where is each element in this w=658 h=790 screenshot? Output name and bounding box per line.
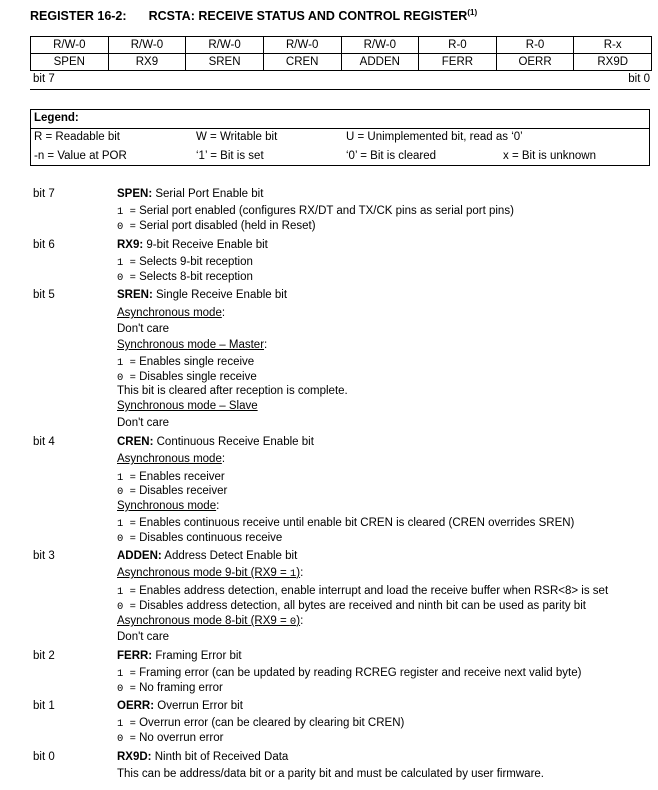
bit5-sync-master: Synchronous mode – Master: [117, 339, 268, 351]
access-row [31, 37, 652, 54]
bit7-heading [117, 187, 263, 201]
bit3-title: Address Detect Enable bit [164, 550, 298, 562]
bit-name-cell: SPEN [31, 54, 109, 71]
value-code: 1 = [117, 518, 136, 530]
bit4-sync-mode: Synchronous mode: [117, 500, 220, 512]
register-title [30, 8, 477, 23]
legend-unimplemented: U = Unimplemented bit, read as ‘0’ [346, 131, 523, 143]
legend-set: ‘1’ = Bit is set [196, 150, 264, 162]
bit5-dont-care: Don't care [117, 323, 170, 335]
legend-box [30, 109, 650, 166]
bit5-dont-care-2: Don't care [117, 417, 170, 429]
bit6-heading [117, 238, 268, 252]
legend-readable: R = Readable bit [34, 131, 120, 143]
bit2-heading [117, 649, 242, 663]
bit6-label: bit 6 [33, 239, 55, 251]
bit4-sync-value-0 [117, 531, 282, 546]
value-code: 1 = [117, 668, 136, 680]
bit5-label: bit 5 [33, 289, 55, 301]
value-text: Enables single receive [139, 356, 255, 368]
value-code: 0 = [117, 683, 136, 695]
bit7-name: SPEN: [117, 188, 153, 200]
value-text: Selects 9-bit reception [139, 256, 253, 268]
bit4-async-value-1 [117, 470, 225, 485]
legend-por: -n = Value at POR [34, 150, 127, 162]
bit1-value-1 [117, 716, 404, 731]
bit3-value-1 [117, 584, 608, 599]
value-code: 1 = [117, 586, 136, 598]
bit4-heading [117, 435, 314, 449]
access-cell: R/W-0 [263, 37, 341, 54]
bit4-label: bit 4 [33, 436, 55, 448]
msb-label: bit 7 [33, 73, 55, 85]
bit-name-cell: CREN [263, 54, 341, 71]
value-text: Enables continuous receive until enable bit CREN is cleared (CREN overrides SREN) [139, 517, 575, 529]
value-code: 1 = [117, 257, 136, 269]
bit-name-cell: ADDEN [341, 54, 419, 71]
access-cell: R/W-0 [31, 37, 109, 54]
access-cell: R-x [574, 37, 652, 54]
bit7-title: Serial Port Enable bit [155, 188, 264, 200]
access-cell: R/W-0 [341, 37, 419, 54]
bit3-value-0 [117, 599, 586, 614]
bit2-value-0 [117, 681, 223, 696]
legend-writable: W = Writable bit [196, 131, 278, 143]
legend-unknown: x = Bit is unknown [503, 150, 597, 162]
value-code: 1 = [117, 718, 136, 730]
legend-divider [31, 128, 649, 129]
bit0-name: RX9D: [117, 751, 152, 763]
access-cell: R/W-0 [108, 37, 186, 54]
value-code: 1 = [117, 472, 136, 484]
bit-name-cell: RX9 [108, 54, 186, 71]
bit5-async-mode: Asynchronous mode: [117, 307, 226, 319]
bit7-value-1 [117, 204, 514, 219]
bit0-heading [117, 750, 288, 764]
bit0-label: bit 0 [33, 751, 55, 763]
bit2-label: bit 2 [33, 650, 55, 662]
bit6-value-1 [117, 255, 253, 270]
bit4-sync-value-1 [117, 516, 574, 531]
bit3-label: bit 3 [33, 550, 55, 562]
bit2-value-1 [117, 666, 581, 681]
bit-range-row [30, 71, 650, 90]
bit3-name: ADDEN: [117, 550, 162, 562]
value-code: 1 = [117, 206, 136, 218]
bit3-dont-care: Don't care [117, 631, 170, 643]
bit5-heading [117, 288, 287, 302]
access-cell: R-0 [419, 37, 497, 54]
bit1-label: bit 1 [33, 700, 55, 712]
bit-name-cell: SREN [186, 54, 264, 71]
value-text: Enables address detection, enable interrupt and load the receive buffer when RSR<8> is set [139, 585, 609, 597]
register-number: REGISTER 16-2: [30, 9, 127, 24]
bit1-name: OERR: [117, 700, 155, 712]
bit6-value-0 [117, 270, 253, 285]
register-name: RCSTA: RECEIVE STATUS AND CONTROL REGISTER [148, 9, 468, 24]
value-code: 1 = [117, 357, 136, 369]
bit-name-cell: FERR [419, 54, 497, 71]
bit-name-row [31, 54, 652, 71]
bit-name-cell: RX9D [574, 54, 652, 71]
bit7-label: bit 7 [33, 188, 55, 200]
value-text: Selects 8-bit reception [139, 271, 253, 283]
bit5-value-0 [117, 370, 257, 385]
value-text: Serial port enabled (configures RX/DT and TX/CK pins as serial port pins) [139, 205, 514, 217]
value-code: 0 = [117, 486, 136, 498]
title-footnote: (1) [467, 8, 478, 17]
legend-heading: Legend: [34, 112, 79, 124]
value-code: 0 = [117, 372, 136, 384]
bit4-title: Continuous Receive Enable bit [156, 436, 314, 448]
bit5-note: This bit is cleared after reception is complete. [117, 385, 348, 397]
bit1-heading [117, 699, 243, 713]
bit0-note: This can be address/data bit or a parity bit and must be calculated by user firmware. [117, 768, 544, 780]
bit4-async-value-0 [117, 484, 227, 499]
bit0-title: Ninth bit of Received Data [154, 751, 289, 763]
value-code: 0 = [117, 733, 136, 745]
bit7-value-0 [117, 219, 316, 234]
bit5-name: SREN: [117, 289, 153, 301]
bit-name-cell: OERR [496, 54, 574, 71]
register-bit-table [30, 36, 652, 71]
access-cell: R-0 [496, 37, 574, 54]
value-text: No framing error [139, 682, 223, 694]
bit2-title: Framing Error bit [155, 650, 242, 662]
legend-cleared: ‘0’ = Bit is cleared [346, 150, 437, 162]
value-code: 0 = [117, 601, 136, 613]
value-code: 0 = [117, 221, 136, 233]
bit4-name: CREN: [117, 436, 154, 448]
bit4-async-mode: Asynchronous mode: [117, 453, 226, 465]
bit5-value-1 [117, 355, 254, 370]
bit1-value-0 [117, 731, 223, 746]
bit5-sync-slave: Synchronous mode – Slave [117, 400, 258, 412]
value-text: Serial port disabled (held in Reset) [139, 220, 316, 232]
value-code: 0 = [117, 272, 136, 284]
value-text: Enables receiver [139, 471, 225, 483]
bit1-title: Overrun Error bit [157, 700, 243, 712]
value-text: Disables single receive [139, 371, 257, 383]
bit6-name: RX9: [117, 239, 144, 251]
value-text: Disables receiver [139, 485, 228, 497]
value-code: 0 = [117, 533, 136, 545]
bit3-async9-mode: Asynchronous mode 9-bit (RX9 = 1): [117, 567, 304, 580]
bit6-title: 9-bit Receive Enable bit [146, 239, 268, 251]
value-text: No overrun error [139, 732, 224, 744]
bit5-title: Single Receive Enable bit [155, 289, 288, 301]
lsb-label: bit 0 [628, 73, 650, 85]
bit2-name: FERR: [117, 650, 153, 662]
bit3-async8-mode: Asynchronous mode 8-bit (RX9 = 0): [117, 615, 304, 628]
value-text: Disables address detection, all bytes are received and ninth bit can be used as parity bit [139, 600, 586, 612]
value-text: Overrun error (can be cleared by clearing bit CREN) [139, 717, 405, 729]
bit3-heading [117, 549, 297, 563]
access-cell: R/W-0 [186, 37, 264, 54]
value-text: Framing error (can be updated by reading RCREG register and receive next valid byte) [139, 667, 582, 679]
value-text: Disables continuous receive [139, 532, 283, 544]
